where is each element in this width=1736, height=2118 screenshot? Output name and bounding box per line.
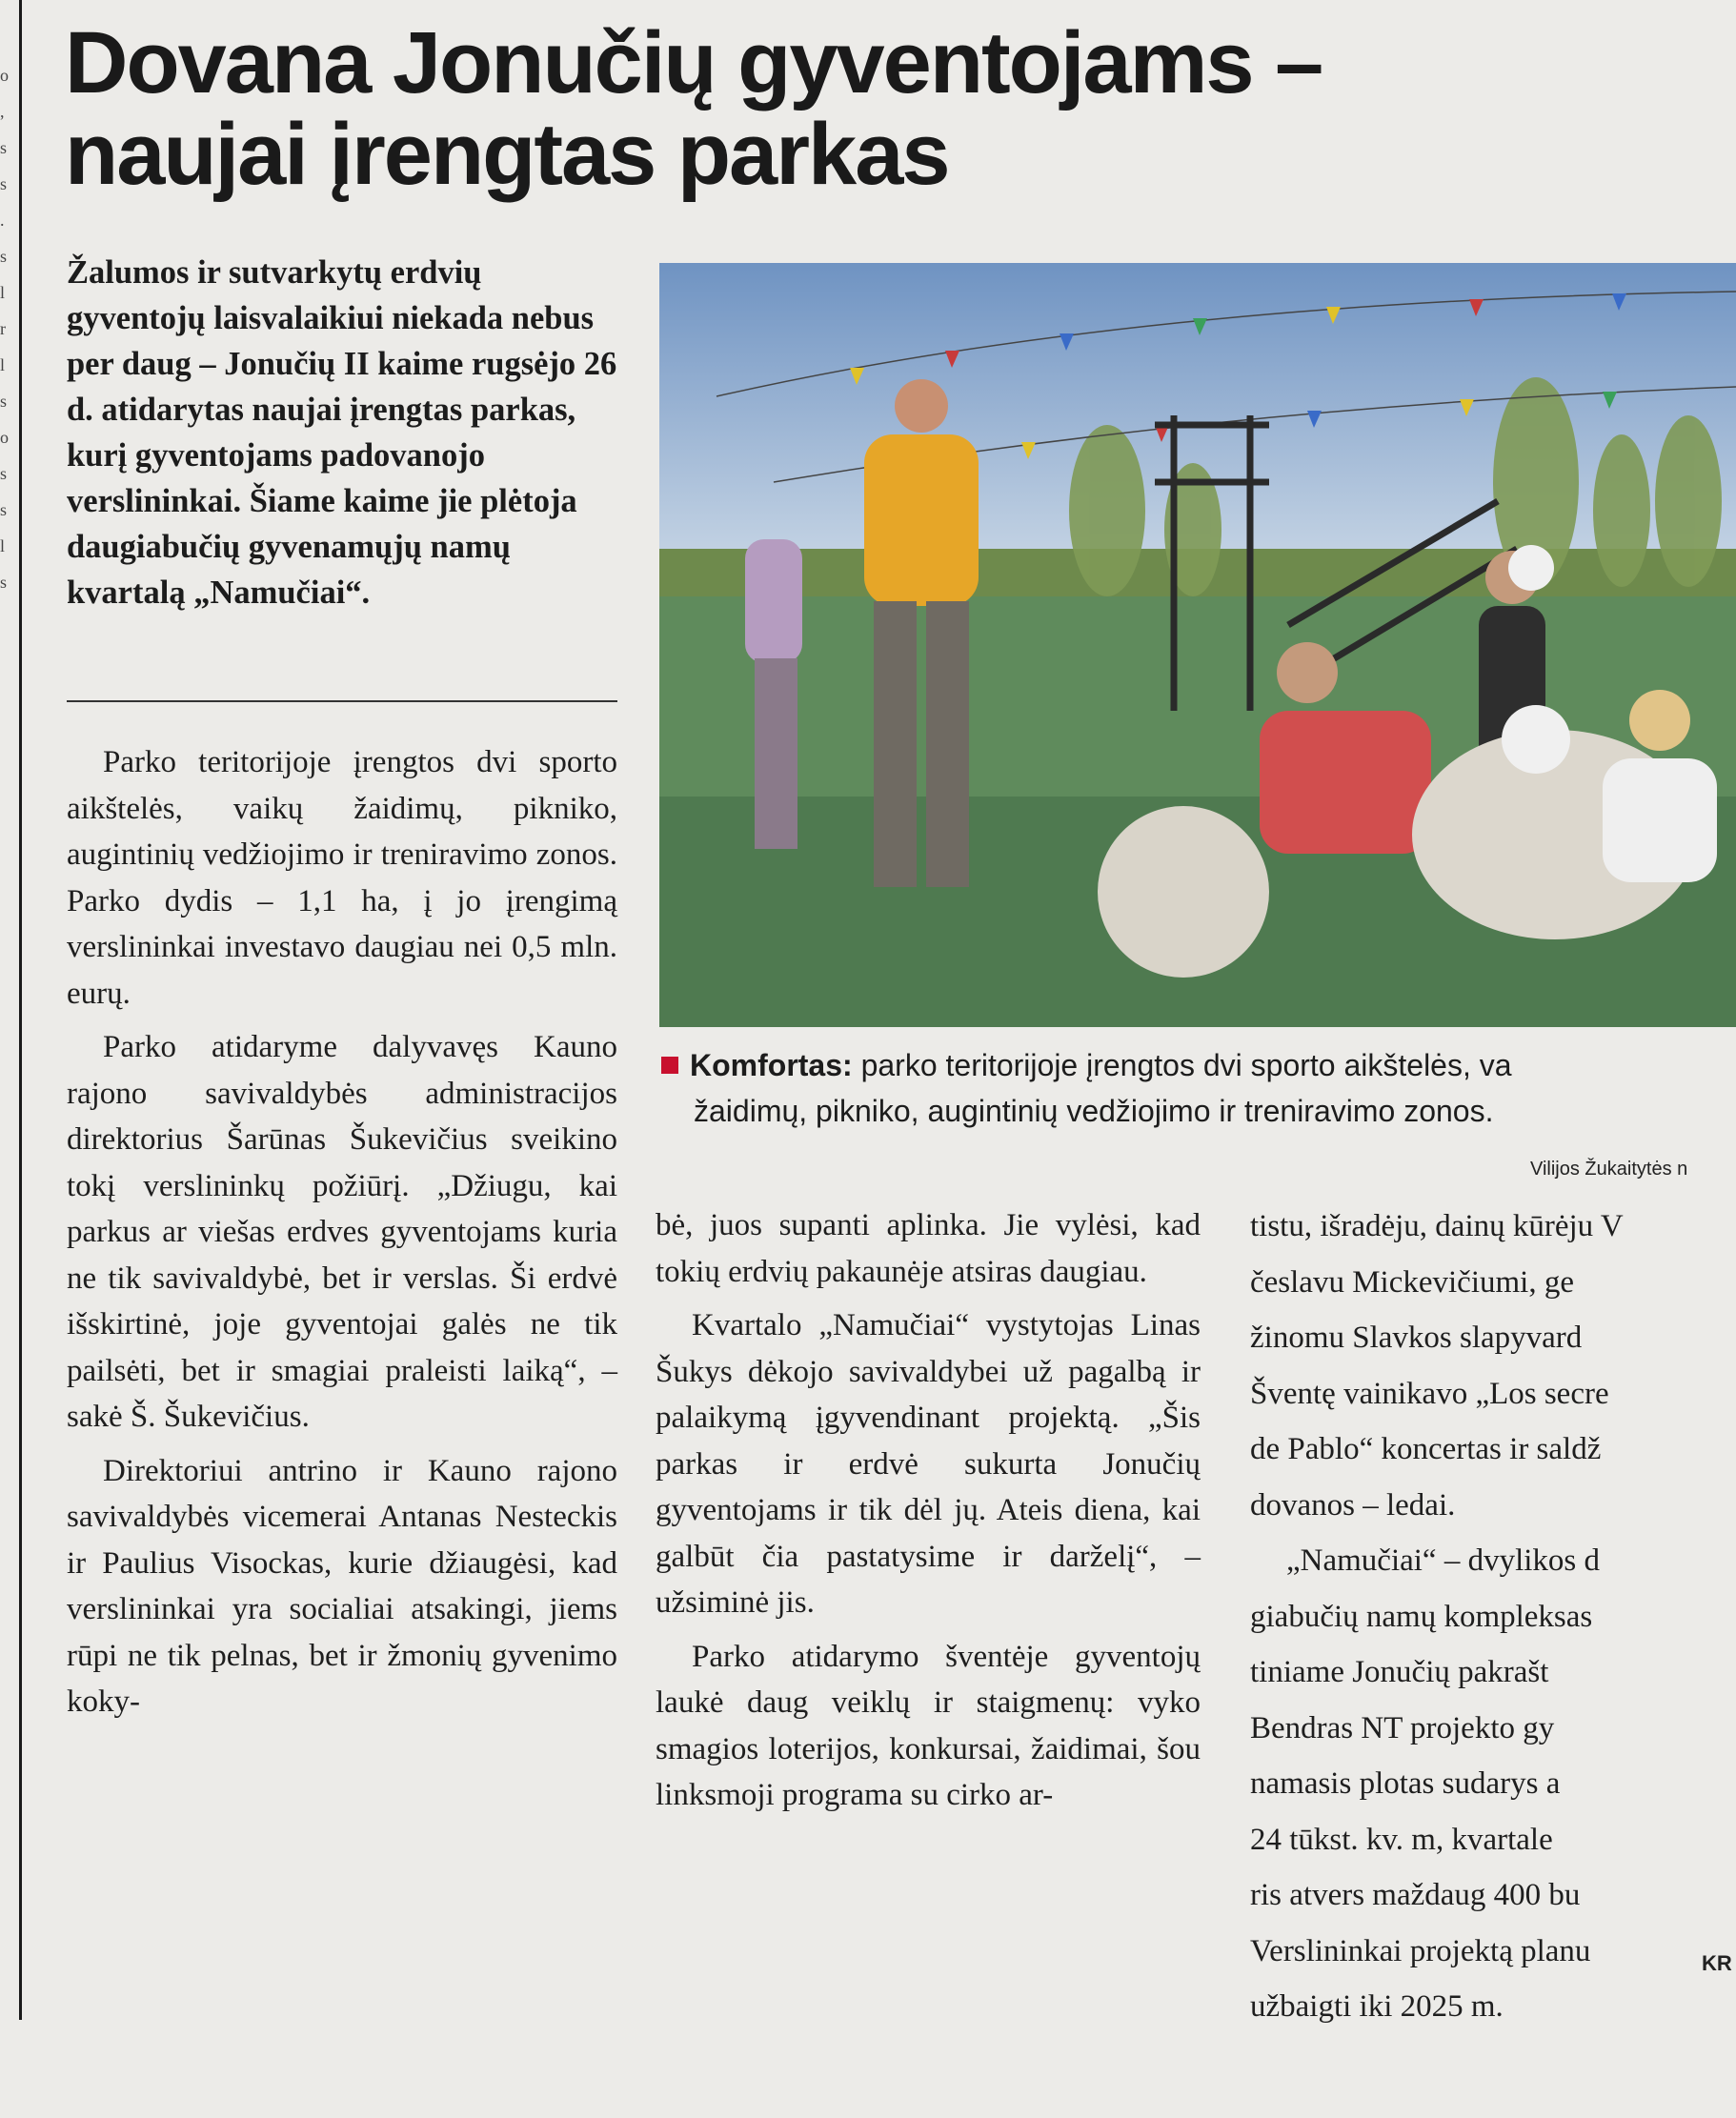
caption-label: Komfortas: bbox=[690, 1048, 853, 1082]
article-headline bbox=[65, 14, 1736, 203]
text-line: namasis plotas sudarys a bbox=[1250, 1766, 1561, 1801]
margin-fragment: o bbox=[0, 428, 9, 447]
margin-fragment: r bbox=[0, 319, 6, 338]
margin-fragment: s bbox=[0, 174, 8, 193]
margin-fragment: l bbox=[0, 355, 6, 374]
margin-fragment: , bbox=[0, 102, 5, 121]
column-divider bbox=[19, 0, 22, 2020]
margin-fragment: s bbox=[0, 247, 8, 266]
headline-line-1: Dovana Jonučių gyventojams – bbox=[65, 14, 1322, 111]
paragraph: Parko atidaryme dalyvavęs Kauno rajono savivaldybės administracijos direktorius Šarūnas Šukevičius sveikino tokį verslininkų požiūrį. „Džiugu, kai parkus ar viešas erdves gyventojams kuria ne tik savivaldybė, bet ir verslas. Ši erdvė išskirtinė, joje gyventojai galės ne tik pailsėti, bet ir smagiai praleisti laiką“, – sakė Š. Šukevičius. bbox=[67, 1030, 617, 1434]
margin-fragment: l bbox=[0, 536, 6, 555]
paragraph: Parko atidarymo šventėje gyventojų laukė daug veiklų ir staigmenų: vyko smagios loterijos, konkursai, žaidimai, šou linksmoji programa su cirko ar- bbox=[656, 1639, 1201, 1812]
margin-fragment: s bbox=[0, 138, 8, 157]
headline-line-2: naujai įrengtas parkas bbox=[65, 106, 949, 203]
paragraph: Direktoriui antrino ir Kauno rajono savivaldybės vicemerai Antanas Nesteckis ir Paulius Visockas, kurie džiaugėsi, kad verslininkai yra socialiai atsakingi, jiems rūpi ne tik pelnas, bet ir žmonių gyvenimo koky- bbox=[67, 1453, 617, 1719]
article-lead: Žalumos ir sutvarkytų erdvių gyventojų laisvalaikiui niekada nebus per daug – Jonučių II kaime rugsėjo 26 d. atidarytas naujai įrengtas parkas, kurį gyventojams padovanojo verslininkai. Šiame kaime jie plėtoja daugiabučių gyvenamųjų namų kvartalą „Namučiai“. bbox=[67, 254, 617, 611]
margin-fragment: . bbox=[0, 211, 5, 230]
margin-fragment: s bbox=[0, 500, 8, 519]
text-line: 24 tūkst. kv. m, kvartale bbox=[1250, 1822, 1553, 1857]
park-photo-illustration bbox=[659, 263, 1736, 1027]
text-line: ris atvers maždaug 400 bu bbox=[1250, 1878, 1581, 1912]
margin-fragment: l bbox=[0, 283, 6, 302]
footer-fragment: KR bbox=[1702, 1951, 1732, 1975]
margin-fragment: s bbox=[0, 573, 8, 592]
text-line: de Pablo“ koncertas ir saldž bbox=[1250, 1432, 1602, 1466]
text-line: Verslininkai projektą planu bbox=[1250, 1933, 1591, 1968]
text-line: užbaigti iki 2025 m. bbox=[1250, 1989, 1504, 2024]
left-margin-fragments bbox=[0, 57, 13, 600]
text-line: giabučių namų kompleksas bbox=[1250, 1599, 1593, 1634]
caption-line-1 bbox=[661, 1042, 1736, 1088]
body-column-2 bbox=[656, 1202, 1201, 1826]
caption-marker-icon bbox=[661, 1057, 678, 1074]
caption-line-2: žaidimų, pikniko, augintinių vedžiojimo ir treniravimo zonos. bbox=[694, 1094, 1494, 1128]
text-line: „Namučiai“ – dvylikos d bbox=[1286, 1543, 1601, 1578]
text-line: Šventę vainikavo „Los secre bbox=[1250, 1376, 1609, 1411]
paragraph: Kvartalo „Namučiai“ vystytojas Linas Šukys dėkojo savivaldybei už pagalbą ir palaikymą įgyvendinant projektą. „Šis parkas ir erdvė sukurta Jonučių gyventojams ir tik dėl jų. Ateis diena, kai galbūt čia pastatysime ir darželį“, – užsiminė jis. bbox=[656, 1308, 1201, 1620]
text-line: dovanos – ledai. bbox=[1250, 1487, 1456, 1523]
paragraph: Parko teritorijoje įrengtos dvi sporto aikštelės, vaikų žaidimų, pikniko, augintinių vedžiojimo ir treniravimo zonos. Parko dydis – 1,1 ha, į jo įrengimą verslininkai investavo daugiau nei 0,5 mln. eurų. bbox=[67, 745, 617, 1011]
caption-text: parko teritorijoje įrengtos dvi sporto aikštelės, va bbox=[860, 1048, 1512, 1082]
margin-fragment: s bbox=[0, 392, 8, 411]
margin-fragment: o bbox=[0, 66, 9, 85]
margin-fragment: s bbox=[0, 464, 8, 483]
text-line: žinomu Slavkos slapyvard bbox=[1250, 1321, 1583, 1355]
photo-credit: Vilijos Žukaitytės n bbox=[1530, 1159, 1688, 1180]
park-photo bbox=[659, 263, 1736, 1027]
paragraph: bė, juos supanti aplinka. Jie vylėsi, kad tokių erdvių pakaunėje atsiras daugiau. bbox=[656, 1208, 1201, 1289]
text-line: tiniame Jonučių pakrašt bbox=[1250, 1655, 1549, 1689]
body-column-3 bbox=[1250, 1202, 1736, 2039]
photo-caption bbox=[661, 1042, 1736, 1134]
body-column-1 bbox=[67, 739, 617, 1733]
text-line: tistu, išradėju, dainų kūrėju V bbox=[1250, 1209, 1624, 1243]
text-line: Bendras NT projekto gy bbox=[1250, 1710, 1555, 1745]
lead-divider bbox=[67, 700, 617, 702]
text-line: česlavu Mickevičiumi, ge bbox=[1250, 1264, 1574, 1300]
